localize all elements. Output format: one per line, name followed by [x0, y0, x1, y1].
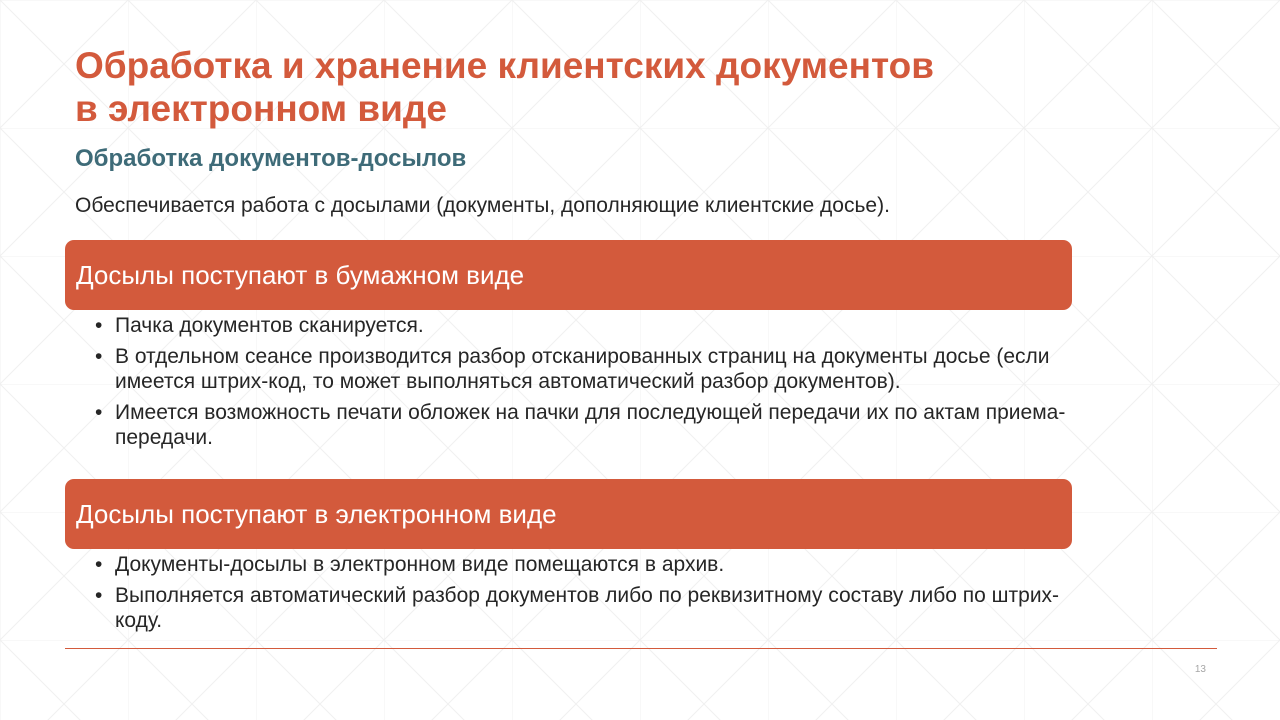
list-item-text: Документы-досылы в электронном виде помещаются в архив. [115, 553, 725, 576]
slide-title-line-2: в электронном виде [75, 88, 447, 129]
bullet-dot: • [95, 401, 103, 424]
slide-title [75, 44, 1075, 130]
list-item [95, 313, 1075, 338]
bullet-dot: • [95, 553, 103, 576]
list-item [95, 344, 1075, 394]
bullet-dot: • [95, 345, 103, 368]
list-item-text: В отдельном сеансе производится разбор отсканированных страниц на документы досье (если имеется штрих-код, то может выполняться автоматический разбор документов). [115, 345, 1050, 393]
list-item [95, 552, 1075, 577]
page-number: 13 [1194, 664, 1206, 675]
section-heading-electronic: Досылы поступают в электронном виде [65, 479, 1072, 549]
intro-text: Обеспечивается работа с досылами (документы, дополняющие клиентские досье). [75, 194, 890, 217]
section-heading-paper: Досылы поступают в бумажном виде [65, 240, 1072, 310]
footer-divider [65, 648, 1217, 649]
list-item-text: Пачка документов сканируется. [115, 314, 424, 337]
bullet-list-electronic [95, 552, 1075, 639]
list-item [95, 400, 1075, 450]
slide-subtitle: Обработка документов-досылов [75, 145, 467, 172]
bullet-dot: • [95, 584, 103, 607]
bullet-list-paper [95, 313, 1075, 456]
list-item-text: Имеется возможность печати обложек на пачки для последующей передачи их по актам приема-передачи. [115, 401, 1066, 449]
bullet-dot: • [95, 314, 103, 337]
slide-title-line-1: Обработка и хранение клиентских документов [75, 45, 934, 86]
list-item-text: Выполняется автоматический разбор документов либо по реквизитному составу либо по штрих-коду. [115, 584, 1060, 632]
list-item [95, 583, 1075, 633]
